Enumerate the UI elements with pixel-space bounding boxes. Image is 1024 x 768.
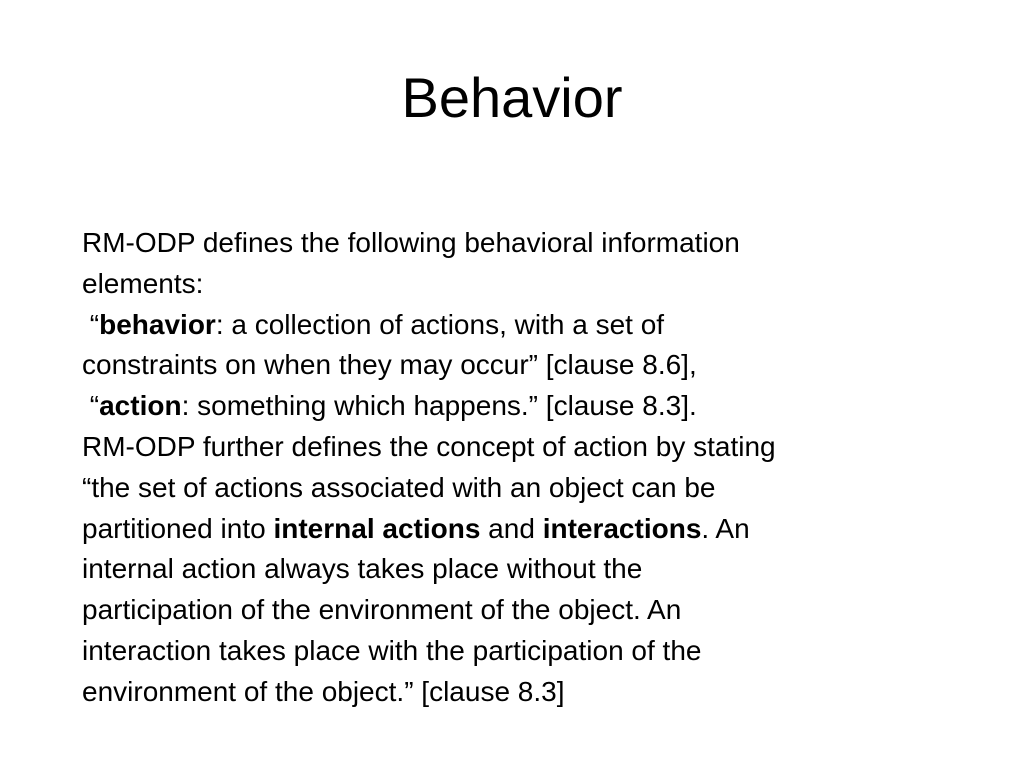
line-8-suffix: . An xyxy=(701,512,750,544)
body-line-7: “the set of actions associated with an object can be xyxy=(82,471,716,503)
slide-body-text xyxy=(82,223,982,713)
term-action: action xyxy=(99,390,182,422)
body-line-3 xyxy=(82,305,982,346)
body-line-11: interaction takes place with the participation of the xyxy=(82,634,702,666)
action-definition: : something which happens.” [clause 8.3]. xyxy=(181,390,697,422)
slide-title: Behavior xyxy=(401,66,623,129)
body-line-6: RM-ODP further defines the concept of action by stating xyxy=(82,430,776,462)
body-line-5 xyxy=(82,386,982,427)
line-8-conjunction: and xyxy=(480,512,543,544)
quote-open: “ xyxy=(82,308,100,340)
term-behavior: behavior xyxy=(99,308,216,340)
body-line-10: participation of the environment of the object. An xyxy=(82,594,682,626)
body-line-2: elements: xyxy=(82,267,204,299)
body-line-4: constraints on when they may occur” [clause 8.6], xyxy=(82,349,697,381)
body-line-12: environment of the object.” [clause 8.3] xyxy=(82,675,565,707)
term-interactions: interactions xyxy=(542,512,702,544)
body-line-1: RM-ODP defines the following behavioral information xyxy=(82,227,740,258)
quote-open: “ xyxy=(82,390,100,422)
behavior-definition: : a collection of actions, with a set of xyxy=(215,308,665,340)
body-line-8 xyxy=(82,509,982,550)
line-8-prefix: partitioned into xyxy=(82,512,274,544)
term-internal-actions: internal actions xyxy=(273,512,481,544)
body-line-9: internal action always takes place without the xyxy=(82,553,643,585)
